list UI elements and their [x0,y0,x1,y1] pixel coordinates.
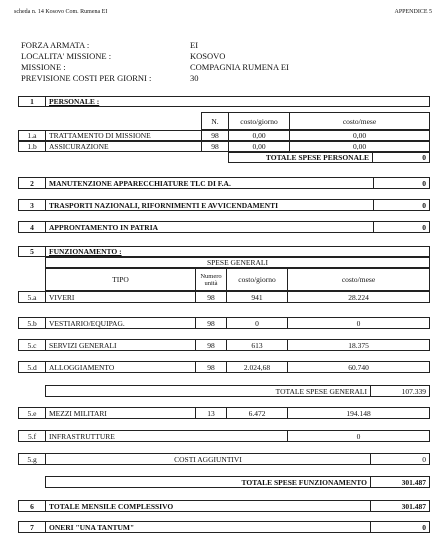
col-header-unita: unità [204,279,218,287]
row-giorno: 2.024,68 [226,361,288,373]
col-header-numero: Numero [200,272,222,280]
row-label: ALLOGGIAMENTO [45,361,196,373]
section-title: TRASPORTI NAZIONALI, RIFORNIMENTI E AVVICENDAMENTI [45,199,374,211]
total-value: 0 [372,152,430,163]
row-code: 1.a [18,130,46,141]
row-n: 98 [195,291,227,303]
funzionamento-total-label: TOTALE SPESE FUNZIONAMENTO [45,476,371,488]
row-n: 98 [201,141,229,152]
row-code: 5.g [18,453,46,465]
col-header-tipo: TIPO [45,268,196,291]
row-giorno: 0,00 [228,130,290,141]
section-number: 5 [18,246,46,257]
row-label: TRATTAMENTO DI MISSIONE [45,130,202,141]
row-n: 98 [201,130,229,141]
row-label: VIVERI [45,291,196,303]
row-mese: 0,00 [289,141,430,152]
col-header-giorno: costo/giorno [226,268,288,291]
info-value-localita: KOSOVO [190,51,226,61]
row-n: 98 [195,361,227,373]
row-giorno: 0,00 [228,141,290,152]
generali-total-value: 107.339 [370,385,430,397]
section-title: ONERI "UNA TANTUM" [45,521,371,533]
section-number: 3 [18,199,46,211]
col-header-giorno: costo/giorno [228,112,290,130]
row-code: 5.e [18,407,46,419]
row-mese: 0 [287,430,430,442]
section-number: 6 [18,500,46,512]
row-mese: 60.740 [287,361,430,373]
row-giorno: 941 [226,291,288,303]
row-n: 98 [195,317,227,329]
info-label-localita: LOCALITA' MISSIONE : [21,51,112,61]
section-total: 0 [373,177,430,189]
row-code: 1.b [18,141,46,152]
row-label: INFRASTRUTTURE [45,430,288,442]
doc-header-right: APPENDICE 5 [394,9,432,15]
row-code: 5.b [18,317,46,329]
row-giorno: 6.472 [226,407,288,419]
row-total: 0 [370,453,430,465]
row-n: 98 [195,339,227,351]
section-total: 0 [373,199,430,211]
section-title: PERSONALE : [45,96,430,107]
row-mese: 194.148 [287,407,430,419]
col-header-mese: costo/mese [289,112,430,130]
col-header-mese: costo/mese [287,268,430,291]
row-n: 13 [195,407,227,419]
section-number: 4 [18,221,46,233]
total-label: TOTALE SPESE PERSONALE [228,152,373,163]
info-label-giorni: PREVISIONE COSTI PER GIORNI : [21,73,152,83]
doc-header-left: scheda n. 14 Kosovo Com. Rumena EI [14,9,108,15]
funzionamento-total-value: 301.487 [370,476,430,488]
row-label: MEZZI MILITARI [45,407,196,419]
row-mese: 18.375 [287,339,430,351]
section-number: 2 [18,177,46,189]
row-label: ASSICURAZIONE [45,141,202,152]
info-label-missione: MISSIONE : [21,62,66,72]
section-title: MANUTENZIONE APPARECCHIATURE TLC DI F.A. [45,177,374,189]
row-label: SERVIZI GENERALI [45,339,196,351]
section-title: APPRONTAMENTO IN PATRIA [45,221,374,233]
row-giorno: 613 [226,339,288,351]
section-title: TOTALE MENSILE COMPLESSIVO [45,500,371,512]
info-value-missione: COMPAGNIA RUMENA EI [190,62,289,72]
subheader-spese-generali: SPESE GENERALI [45,257,430,268]
section-title: FUNZIONAMENTO : [45,246,430,257]
info-value-forza: EI [190,40,199,50]
row-mese: 0,00 [289,130,430,141]
section-number: 7 [18,521,46,533]
section-total: 0 [370,521,430,533]
row-code: 5.c [18,339,46,351]
info-label-forza: FORZA ARMATA : [21,40,90,50]
section-number: 1 [18,96,46,107]
section-total: 0 [373,221,430,233]
section-total: 301.487 [370,500,430,512]
row-label: COSTI AGGIUNTIVI [45,453,371,465]
row-mese: 0 [287,317,430,329]
row-giorno: 0 [226,317,288,329]
generali-total-label: TOTALE SPESE GENERALI [45,385,371,397]
row-code: 5.f [18,430,46,442]
row-code: 5.d [18,361,46,373]
row-mese: 28.224 [287,291,430,303]
col-header-numero-unita [195,268,227,291]
info-value-giorni: 30 [190,73,199,83]
row-code: 5.a [18,291,46,303]
row-label: VESTIARIO/EQUIPAG. [45,317,196,329]
col-header-n: N. [201,112,229,130]
